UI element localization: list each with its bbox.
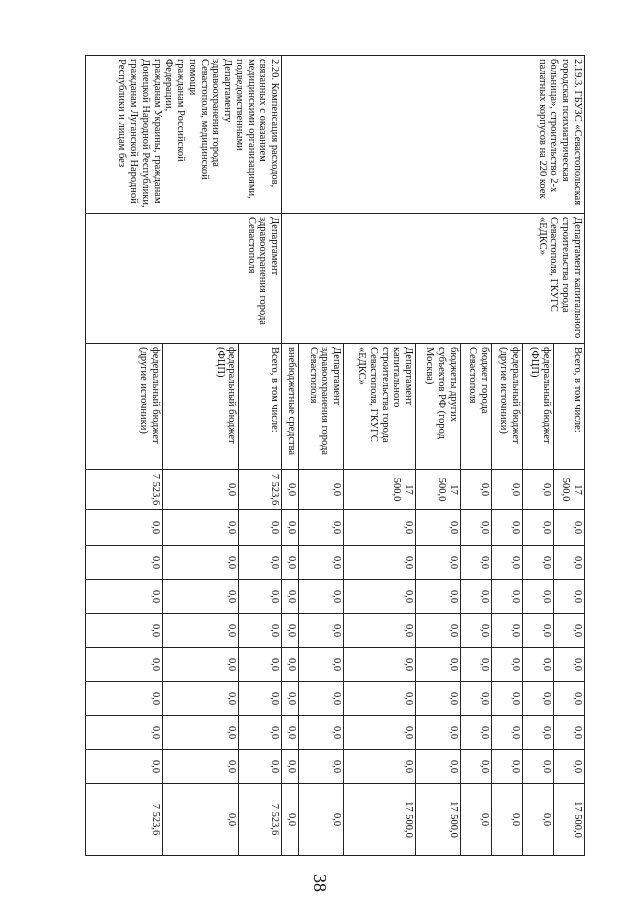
amount-cell: 7 523,6 [86, 784, 163, 856]
amount-cell: 0,0 [162, 648, 239, 682]
amount-cell: 0,0 [86, 580, 163, 614]
amount-cell: 0,0 [416, 682, 461, 716]
amount-cell: 0,0 [492, 716, 523, 750]
amount-cell: 0,0 [344, 614, 416, 648]
amount-cell: 0,0 [86, 682, 163, 716]
amount-cell: 0,0 [86, 614, 163, 648]
amount-cell: 0,0 [554, 580, 585, 614]
funding-source-cell: бюджет города Севастополя [461, 344, 492, 470]
amount-cell: 0,0 [554, 716, 585, 750]
funding-source-cell: федеральный бюджет (другие источники) [86, 344, 163, 470]
amount-cell: 0,0 [162, 470, 239, 510]
funding-source-cell: федеральный бюджет (другие источники) [492, 344, 523, 470]
amount-cell: 0,0 [86, 648, 163, 682]
amount-cell: 0,0 [344, 682, 416, 716]
amount-cell: 0,0 [299, 716, 344, 750]
measure-cell: 2.20. Компенсация расходов, связанных с оказанием медицинскими организациями, подведомственными Департаменту здравоохранения города Севастополя, медицинской помощи гражданам Российской Федерации, гражданам Украины, гражданам Донецкой Народной Республики, гражданам Луганской Народной Республики и лицам без [86, 56, 282, 214]
amount-cell: 0,0 [523, 682, 554, 716]
amount-cell: 0,0 [162, 682, 239, 716]
amount-cell: 7 523,6 [86, 470, 163, 510]
amount-cell: 0,0 [461, 470, 492, 510]
amount-cell: 0,0 [554, 614, 585, 648]
amount-cell: 0,0 [239, 510, 282, 546]
amount-cell: 0,0 [162, 614, 239, 648]
amount-cell: 0,0 [239, 648, 282, 682]
amount-cell: 0,0 [239, 614, 282, 648]
amount-cell: 0,0 [492, 546, 523, 580]
amount-cell: 0,0 [239, 580, 282, 614]
funding-source-cell: федеральный бюджет (ФЦП) [162, 344, 239, 470]
funding-source-cell: федеральный бюджет (ФЦП) [523, 344, 554, 470]
amount-cell: 0,0 [416, 716, 461, 750]
amount-cell: 0,0 [492, 682, 523, 716]
amount-cell: 0,0 [554, 546, 585, 580]
amount-cell: 0,0 [461, 510, 492, 546]
amount-cell: 0,0 [282, 546, 299, 580]
amount-cell: 0,0 [492, 648, 523, 682]
amount-cell: 0,0 [554, 750, 585, 784]
amount-cell: 0,0 [162, 716, 239, 750]
amount-cell: 0,0 [492, 470, 523, 510]
executor-cell: Департамент здравоохранения города Севастополя [86, 214, 282, 344]
amount-cell: 0,0 [416, 510, 461, 546]
amount-cell: 0,0 [344, 546, 416, 580]
amount-cell: 0,0 [523, 716, 554, 750]
amount-cell: 0,0 [162, 784, 239, 856]
amount-cell: 0,0 [461, 682, 492, 716]
amount-cell: 0,0 [492, 580, 523, 614]
amount-cell: 0,0 [282, 648, 299, 682]
amount-cell: 0,0 [299, 510, 344, 546]
amount-cell: 0,0 [282, 470, 299, 510]
amount-cell: 0,0 [461, 750, 492, 784]
funding-source-cell: Всего, в том числе: [554, 344, 585, 470]
amount-cell: 0,0 [523, 546, 554, 580]
amount-cell: 0,0 [239, 682, 282, 716]
amount-cell: 0,0 [282, 682, 299, 716]
amount-cell: 0,0 [299, 546, 344, 580]
budget-table-body [86, 56, 585, 856]
amount-cell: 0,0 [282, 580, 299, 614]
amount-cell: 0,0 [416, 546, 461, 580]
amount-cell: 0,0 [554, 682, 585, 716]
amount-cell: 0,0 [461, 648, 492, 682]
amount-cell: 0,0 [554, 510, 585, 546]
amount-cell: 0,0 [299, 580, 344, 614]
amount-cell: 0,0 [416, 750, 461, 784]
amount-cell: 0,0 [239, 716, 282, 750]
amount-cell: 0,0 [416, 614, 461, 648]
amount-cell: 17 500,0 [554, 784, 585, 856]
amount-cell: 0,0 [282, 614, 299, 648]
amount-cell: 0,0 [299, 750, 344, 784]
amount-cell: 17 500,0 [416, 470, 461, 510]
page-number: 38 [310, 874, 330, 892]
amount-cell: 0,0 [523, 750, 554, 784]
amount-cell: 0,0 [523, 648, 554, 682]
amount-cell: 0,0 [461, 546, 492, 580]
amount-cell: 0,0 [86, 716, 163, 750]
amount-cell: 0,0 [344, 510, 416, 546]
amount-cell: 0,0 [162, 510, 239, 546]
amount-cell: 0,0 [461, 716, 492, 750]
amount-cell: 0,0 [344, 580, 416, 614]
amount-cell: 0,0 [523, 580, 554, 614]
amount-cell: 0,0 [554, 648, 585, 682]
amount-cell: 0,0 [162, 580, 239, 614]
table-row [239, 56, 282, 856]
amount-cell: 0,0 [523, 510, 554, 546]
table-row [554, 56, 585, 856]
amount-cell: 0,0 [344, 750, 416, 784]
amount-cell: 0,0 [162, 750, 239, 784]
amount-cell: 0,0 [461, 614, 492, 648]
amount-cell: 0,0 [299, 784, 344, 856]
amount-cell: 0,0 [282, 750, 299, 784]
amount-cell: 7 523,6 [239, 784, 282, 856]
amount-cell: 0,0 [86, 510, 163, 546]
measure-cell: 2.19.3. ГБУЗС «Севастопольская городская психиатрическая больница», строительство 2-х палатных корпусов на 220 коек [282, 56, 585, 214]
amount-cell: 0,0 [299, 682, 344, 716]
amount-cell: 0,0 [523, 614, 554, 648]
amount-cell: 0,0 [299, 648, 344, 682]
amount-cell: 17 500,0 [344, 470, 416, 510]
amount-cell: 0,0 [282, 510, 299, 546]
funding-source-cell: Всего, в том числе: [239, 344, 282, 470]
executor-cell: Департамент капитального строительства города Севастополя, ГКУГС «ЕДКС» [282, 214, 585, 344]
amount-cell: 0,0 [461, 580, 492, 614]
amount-cell: 0,0 [344, 716, 416, 750]
funding-source-cell: Департамент здравоохранения города Севастополя [299, 344, 344, 470]
amount-cell: 0,0 [344, 648, 416, 682]
amount-cell: 0,0 [523, 470, 554, 510]
amount-cell: 0,0 [282, 716, 299, 750]
amount-cell: 0,0 [523, 784, 554, 856]
funding-source-cell: Департамент капитального строительства города Севастополя, ГКУГС «ЕДКС» [344, 344, 416, 470]
amount-cell: 0,0 [416, 648, 461, 682]
amount-cell: 0,0 [492, 510, 523, 546]
amount-cell: 0,0 [299, 614, 344, 648]
funding-source-cell: бюджеты других субъектов РФ (город Москва) [416, 344, 461, 470]
amount-cell: 0,0 [461, 784, 492, 856]
rotated-table-sheet [85, 55, 585, 855]
amount-cell: 0,0 [492, 614, 523, 648]
amount-cell: 17 500,0 [416, 784, 461, 856]
amount-cell: 0,0 [492, 784, 523, 856]
amount-cell: 0,0 [282, 784, 299, 856]
amount-cell: 0,0 [299, 470, 344, 510]
amount-cell: 0,0 [492, 750, 523, 784]
amount-cell: 0,0 [239, 750, 282, 784]
amount-cell: 0,0 [239, 546, 282, 580]
amount-cell: 0,0 [162, 546, 239, 580]
funding-source-cell: внебюджетные средства [282, 344, 299, 470]
amount-cell: 0,0 [416, 580, 461, 614]
budget-table [85, 55, 585, 856]
amount-cell: 7 523,6 [239, 470, 282, 510]
amount-cell: 17 500,0 [554, 470, 585, 510]
amount-cell: 17 500,0 [344, 784, 416, 856]
amount-cell: 0,0 [86, 750, 163, 784]
amount-cell: 0,0 [86, 546, 163, 580]
